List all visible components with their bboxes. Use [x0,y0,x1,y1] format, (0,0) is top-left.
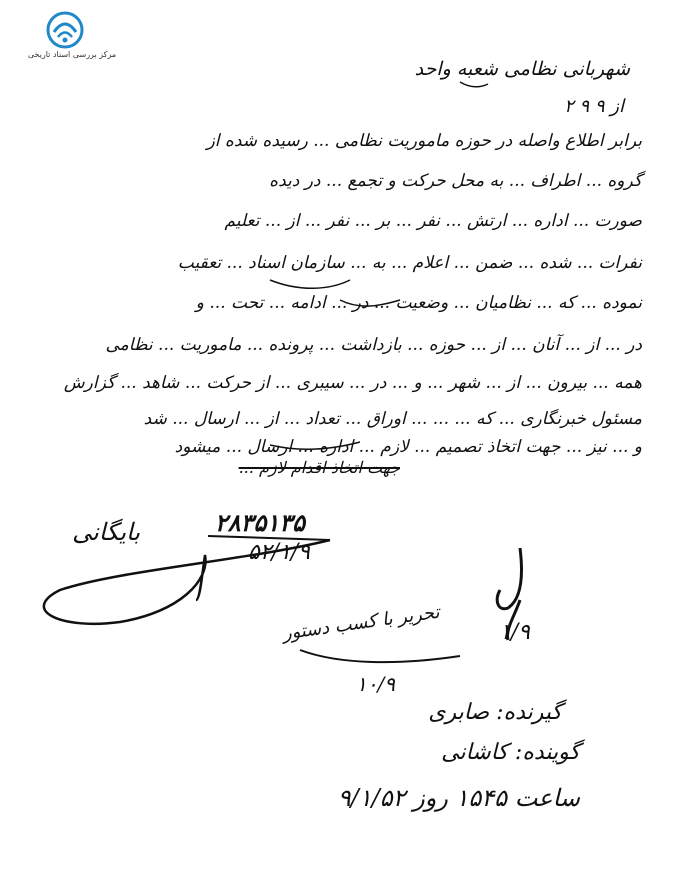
approval-note: تحریر با کسب دستور [281,601,441,645]
body-line: گروه ... اطراف ... به محل حرکت و تجمع ... در دیده [269,171,642,191]
reference-number: ۲۸۳۵۱۳۵ [214,508,305,537]
title-underline [460,82,488,87]
letter-title: شهربانی نظامی شعبه واحد [414,58,630,80]
body-line: صورت ... اداره ... ارتش ... نفر ... بر ... نفر ... از ... تعلیم [224,211,642,231]
struck-out-text: جهت اتخاذ اقدام لازم ... [238,458,400,477]
body-underline [270,280,350,288]
body-line: نفرات ... شده ... ضمن ... اعلام ... به ... سازمان اسناد ... تعقیب [177,253,642,273]
approval-date: ۱۰/۹ [356,672,395,696]
initial-date: ۱/۹ [498,620,530,645]
body-line: در ... از ... آنان ... از ... حوزه ... بازداشت ... پرونده ... ماموریت ... نظامی [105,335,642,355]
left-signature [44,540,330,624]
body-line: همه ... بیرون ... از ... شهر ... و ... در ... سیبری ... از حرکت ... شاهد ... گزارش [63,373,642,393]
archive-logo-text: مرکز بررسی اسناد تاریخی [27,50,117,59]
right-initial-signature [497,548,521,640]
reference-date: ۵۲/۱/۹ [247,540,310,565]
time-line: ساعت ۱۵۴۵ روز ۹/۱/۵۲ [337,784,580,812]
body-line: نموده ... که ... نظامیان ... وضعیت ... در ... ادامه ... تحت ... و [195,293,642,313]
body-underline [340,300,400,306]
archive-word: بایگانی [72,518,140,546]
body-underline [270,442,360,449]
receiver-line: گیرنده: صابری [428,700,562,725]
body-line: و ... نیز ... جهت اتخاذ تصمیم ... لازم ... اداره ... ارسال ... میشود [174,437,642,457]
reference-underline [208,536,330,540]
letter-code: از ۹ ۹ ۲ [564,96,624,117]
center-signature-swoosh [300,650,460,662]
body-line: برابر اطلاع واصله در حوزه ماموریت نظامی ... رسیده شده از [206,131,642,151]
body-line: مسئول خبرنگاری ... که ... ... ... اوراق ... تعداد ... از ... ارسال ... شد [143,409,642,429]
writer-line: گوینده: کاشانی [441,740,580,765]
